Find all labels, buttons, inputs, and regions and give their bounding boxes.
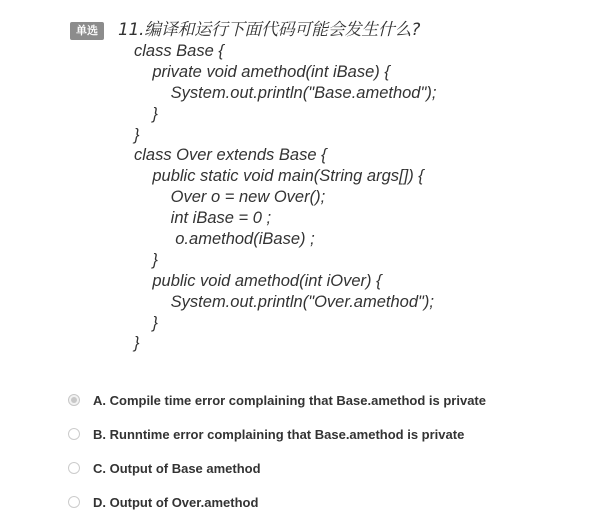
code-line: } xyxy=(134,125,140,144)
option-b-radio[interactable] xyxy=(68,428,80,440)
code-line: } xyxy=(134,250,158,269)
code-line: class Over extends Base { xyxy=(134,146,327,165)
code-line: public void amethod(int iOver) { xyxy=(134,271,382,290)
code-line: } xyxy=(134,104,158,123)
code-line: System.out.println("Base.amethod"); xyxy=(134,83,437,102)
option-b[interactable] xyxy=(68,417,486,451)
answer-options xyxy=(68,383,486,519)
question-title: 11.编译和运行下面代码可能会发生什么? xyxy=(118,20,421,40)
option-d-label[interactable]: D. Output of Over.amethod xyxy=(93,494,259,510)
option-a-radio[interactable] xyxy=(68,394,80,406)
option-a-label[interactable]: A. Compile time error complaining that Base.amethod is private xyxy=(93,392,486,408)
option-a[interactable] xyxy=(68,383,486,417)
code-line: int iBase = 0 ; xyxy=(134,209,272,228)
option-d-radio[interactable] xyxy=(68,496,80,508)
code-line: public static void main(String args[]) { xyxy=(134,167,424,186)
option-c[interactable] xyxy=(68,451,486,485)
question-type-badge: 单选 xyxy=(70,22,104,40)
option-b-label[interactable]: B. Runntime error complaining that Base.amethod is private xyxy=(93,426,465,442)
code-line: } xyxy=(134,334,140,353)
code-line: Over o = new Over(); xyxy=(134,188,326,207)
code-line: private void amethod(int iBase) { xyxy=(134,62,390,81)
option-c-radio[interactable] xyxy=(68,462,80,474)
code-line: } xyxy=(134,313,158,332)
code-line: System.out.println("Over.amethod"); xyxy=(134,292,434,311)
code-line: o.amethod(iBase) ; xyxy=(134,230,315,249)
option-d[interactable] xyxy=(68,485,486,519)
option-c-label[interactable]: C. Output of Base amethod xyxy=(93,460,261,476)
code-line: class Base { xyxy=(134,42,224,60)
code-block xyxy=(134,41,436,354)
